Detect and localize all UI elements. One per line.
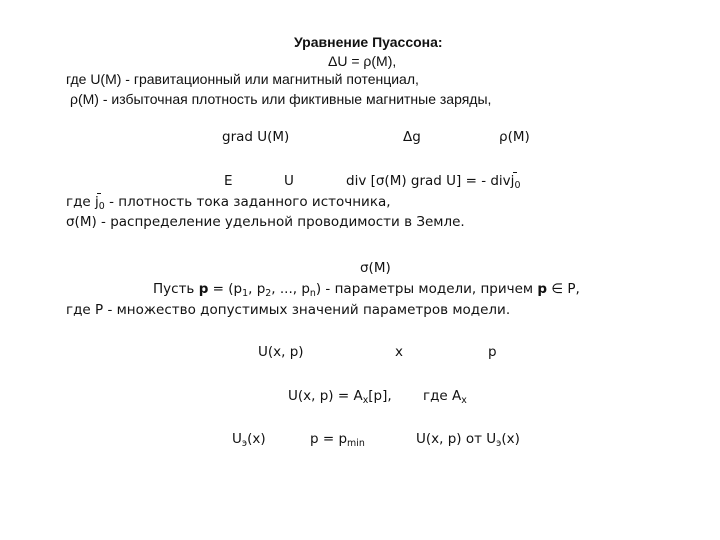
conductivity-definition: σ(M) - распределение удельной проводимости в Земле.	[66, 214, 465, 230]
potential-definition: где U(M) - гравитационный или магнитный потенциал,	[66, 71, 419, 87]
misfit-label: U(x, p) от $U_э(x)$	[416, 431, 520, 449]
div-equation	[346, 175, 520, 189]
grad-u-label: grad U(M)	[222, 129, 290, 145]
operator-note: где $A_x$	[423, 388, 467, 406]
density-definition: ρ(M) - избыточная плотность или фиктивные магнитные заряды,	[70, 91, 492, 107]
delta-g-label: Δg	[403, 129, 421, 145]
page-title: Уравнение Пуассона:	[294, 34, 443, 50]
u-label: U	[284, 173, 294, 189]
j-subscript: 0	[514, 180, 521, 191]
e-label: E	[224, 173, 233, 189]
current-density-text: - плотность тока заданного источника,	[104, 194, 391, 210]
p-vector: p	[537, 281, 548, 297]
rho-label: ρ(M)	[499, 129, 530, 145]
p-vector: p	[198, 281, 209, 297]
x-label: x	[395, 344, 403, 360]
admissible-set-definition: где P - множество допустимых значений параметров модели.	[66, 302, 511, 318]
poisson-equation: ΔU = ρ(M),	[328, 53, 397, 69]
u-xp-label: U(x, p)	[258, 344, 304, 360]
observed-field-label: $U_э(x)$	[232, 431, 266, 449]
j-vector: j	[95, 194, 99, 210]
where-word: где	[66, 194, 96, 210]
j-vector: j	[510, 173, 515, 189]
sigma-label: σ(M)	[360, 260, 391, 276]
p-label: p	[488, 344, 497, 360]
parameters-line: Пусть $p = (p_1$, $p_2$, ..., $p_n$) - параметры модели, причем p ∈ P,	[153, 281, 580, 299]
current-density-definition	[66, 196, 391, 210]
j-subscript: 0	[98, 201, 105, 212]
forward-operator-equation: U(x, $p) = A_x[p]$,	[288, 388, 392, 406]
div-equation-main: div [σ(M) grad U] = - div	[346, 173, 511, 189]
p-min-label: $p = p_{min}$	[310, 431, 365, 449]
